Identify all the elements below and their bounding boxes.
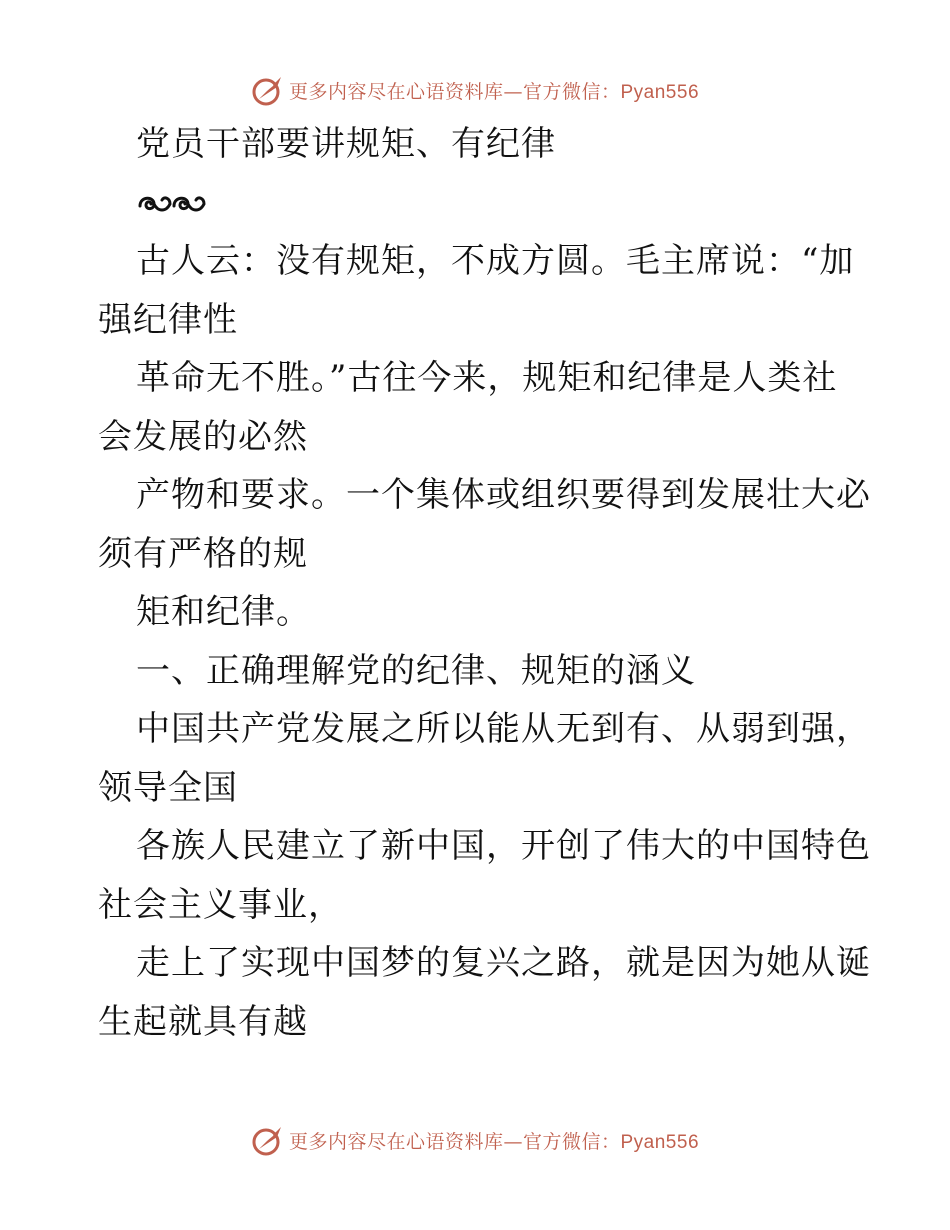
paragraph-line: 社会主义事业， bbox=[98, 884, 343, 925]
paragraph-line: 生起就具有越 bbox=[98, 1001, 308, 1042]
paragraph-line: 走上了实现中国梦的复兴之路，就是因为她从诞 bbox=[136, 943, 871, 983]
paragraph-line: 领导全国 bbox=[98, 767, 238, 808]
section-heading: 一、正确理解党的纪律、规矩的涵义 bbox=[136, 650, 696, 691]
document-body bbox=[98, 115, 871, 1051]
paragraph-line: 古人云：没有规矩，不成方圆。毛主席说：“加 bbox=[136, 241, 855, 281]
banner-text: 更多内容尽在心语资料库—官方微信：Pyan556 bbox=[288, 80, 700, 103]
quill-logo-icon bbox=[251, 73, 285, 107]
paragraph-line: 各族人民建立了新中国，开创了伟大的中国特色 bbox=[136, 826, 871, 866]
paragraph-line: 产物和要求。一个集体或组织要得到发展壮大必 bbox=[136, 475, 871, 515]
quill-logo-icon bbox=[251, 1123, 285, 1157]
banner-text: 更多内容尽在心语资料库—官方微信：Pyan556 bbox=[288, 1130, 700, 1153]
paragraph-line: 革命无不胜。”古往今来，规矩和纪律是人类社 bbox=[136, 358, 838, 398]
scroll-ornament-icon bbox=[136, 188, 210, 218]
paragraph-line: 会发展的必然 bbox=[98, 416, 308, 457]
footer-banner bbox=[0, 1120, 950, 1160]
document-title: 党员干部要讲规矩、有纪律 bbox=[136, 124, 556, 164]
paragraph-line: 中国共产党发展之所以能从无到有、从弱到强， bbox=[136, 709, 871, 749]
paragraph-line: 矩和纪律。 bbox=[136, 592, 311, 632]
paragraph-line: 强纪律性 bbox=[98, 299, 238, 340]
header-banner bbox=[0, 70, 950, 110]
paragraph-line: 须有严格的规 bbox=[98, 533, 308, 574]
ornament-row bbox=[98, 174, 858, 233]
